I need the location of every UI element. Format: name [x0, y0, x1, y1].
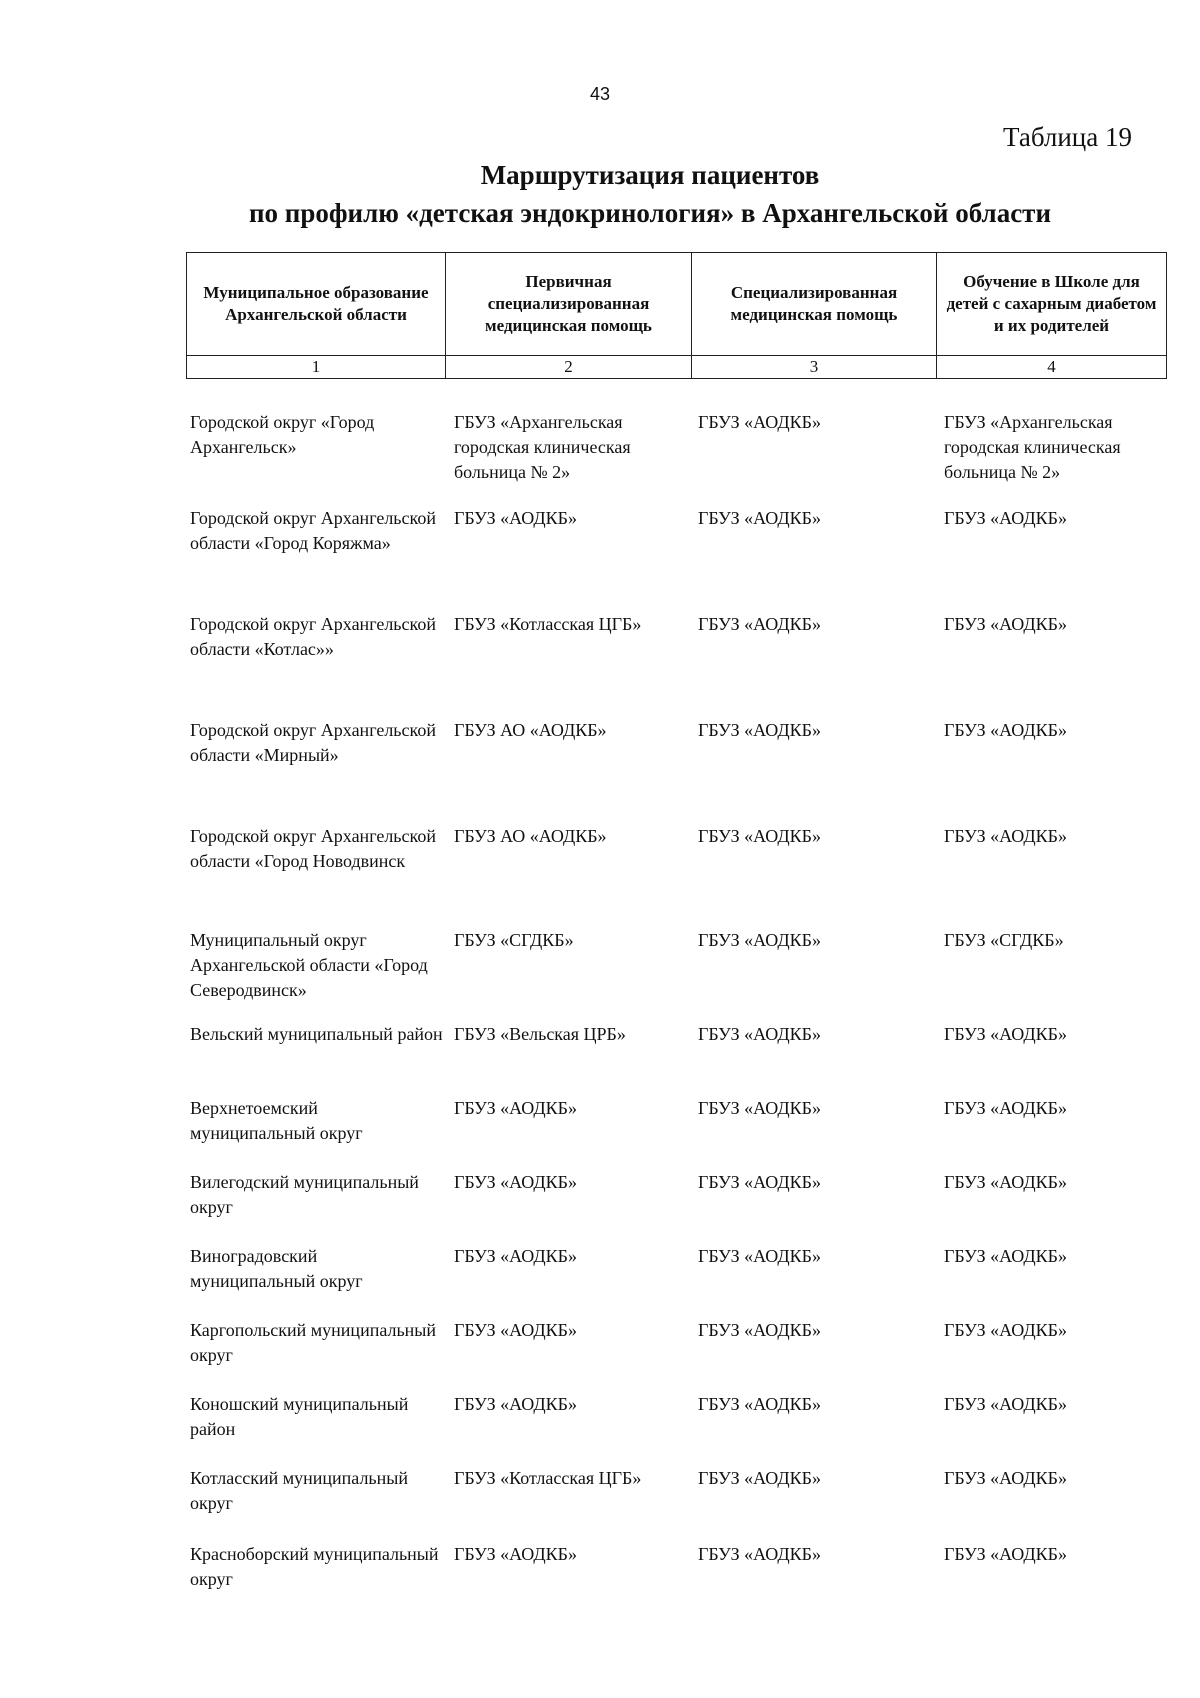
table-row — [190, 824, 1170, 928]
table-row — [190, 1096, 1170, 1170]
document-title — [150, 156, 1150, 232]
municipality-cell: Городской округ Архангельской области «Город Новодвинск — [190, 826, 436, 871]
column-number: 4 — [937, 356, 1167, 379]
diabetes-school-cell: ГБУЗ «СГДКБ» — [944, 930, 1064, 950]
specialized-care-cell: ГБУЗ «АОДКБ» — [698, 614, 821, 634]
primary-care-cell: ГБУЗ «АОДКБ» — [454, 1246, 577, 1266]
primary-care-cell: ГБУЗ «Котласская ЦГБ» — [454, 614, 642, 634]
table-label: Таблица 19 — [1003, 122, 1132, 152]
primary-care-cell: ГБУЗ «АОДКБ» — [454, 1172, 577, 1192]
specialized-care-cell: ГБУЗ «АОДКБ» — [698, 1172, 821, 1192]
primary-care-cell: ГБУЗ «АОДКБ» — [454, 508, 577, 528]
table-row — [190, 1318, 1170, 1392]
column-number: 1 — [187, 356, 446, 379]
page-number: 43 — [589, 84, 611, 104]
primary-care-cell: ГБУЗ АО «АОДКБ» — [454, 720, 607, 740]
column-number: 2 — [446, 356, 692, 379]
municipality-cell: Вилегодский муниципальный округ — [190, 1172, 419, 1217]
specialized-care-cell: ГБУЗ «АОДКБ» — [698, 508, 821, 528]
municipality-cell: Коношский муниципальный район — [190, 1394, 409, 1439]
municipality-cell: Верхнетоемский муниципальный округ — [190, 1098, 363, 1143]
table-row — [190, 1466, 1170, 1542]
title-line-1: Маршрутизация пациентов — [480, 160, 820, 190]
primary-care-cell: ГБУЗ «АОДКБ» — [454, 1320, 577, 1340]
municipality-cell: Городской округ Архангельской области «Город Коряжма» — [190, 508, 436, 553]
diabetes-school-cell: ГБУЗ «АОДКБ» — [944, 1394, 1067, 1414]
table-row — [190, 410, 1170, 506]
specialized-care-cell: ГБУЗ «АОДКБ» — [698, 720, 821, 740]
primary-care-cell: ГБУЗ «Вельская ЦРБ» — [454, 1024, 626, 1044]
municipality-cell: Котласский муниципальный округ — [190, 1468, 409, 1513]
primary-care-cell: ГБУЗ АО «АОДКБ» — [454, 826, 607, 846]
table-header — [186, 252, 1167, 379]
column-header-municipality: Муниципальное образование Архангельской области — [187, 253, 446, 356]
diabetes-school-cell: ГБУЗ «Архангельская городская клиническая больница № 2» — [944, 412, 1121, 482]
municipality-cell: Красноборский муниципальный округ — [190, 1544, 439, 1589]
diabetes-school-cell: ГБУЗ «АОДКБ» — [944, 1246, 1067, 1266]
municipality-cell: Городской округ «Город Архангельск» — [190, 412, 375, 457]
table-row — [190, 1542, 1170, 1602]
diabetes-school-cell: ГБУЗ «АОДКБ» — [944, 1172, 1067, 1192]
table-row — [190, 506, 1170, 612]
column-header-diabetes-school: Обучение в Школе для детей с сахарным диабетом и их родителей — [937, 253, 1167, 356]
specialized-care-cell: ГБУЗ «АОДКБ» — [698, 1394, 821, 1414]
primary-care-cell: ГБУЗ «АОДКБ» — [454, 1394, 577, 1414]
header-row — [187, 253, 1167, 356]
specialized-care-cell: ГБУЗ «АОДКБ» — [698, 1246, 821, 1266]
specialized-care-cell: ГБУЗ «АОДКБ» — [698, 1098, 821, 1118]
primary-care-cell: ГБУЗ «Архангельская городская клиническая больница № 2» — [454, 412, 631, 482]
specialized-care-cell: ГБУЗ «АОДКБ» — [698, 412, 821, 432]
specialized-care-cell: ГБУЗ «АОДКБ» — [698, 930, 821, 950]
diabetes-school-cell: ГБУЗ «АОДКБ» — [944, 1024, 1067, 1044]
column-number-row — [187, 356, 1167, 379]
diabetes-school-cell: ГБУЗ «АОДКБ» — [944, 1320, 1067, 1340]
municipality-cell: Городской округ Архангельской области «Котлас»» — [190, 614, 436, 659]
specialized-care-cell: ГБУЗ «АОДКБ» — [698, 1024, 821, 1044]
diabetes-school-cell: ГБУЗ «АОДКБ» — [944, 720, 1067, 740]
column-header-specialized-care: Специализированная медицинская помощь — [692, 253, 937, 356]
column-header-primary-care: Первичная специализированная медицинская помощь — [446, 253, 692, 356]
diabetes-school-cell: ГБУЗ «АОДКБ» — [944, 1544, 1067, 1564]
specialized-care-cell: ГБУЗ «АОДКБ» — [698, 1468, 821, 1488]
table-row — [190, 1170, 1170, 1244]
diabetes-school-cell: ГБУЗ «АОДКБ» — [944, 1468, 1067, 1488]
primary-care-cell: ГБУЗ «СГДКБ» — [454, 930, 574, 950]
municipality-cell: Каргопольский муниципальный округ — [190, 1320, 437, 1365]
specialized-care-cell: ГБУЗ «АОДКБ» — [698, 826, 821, 846]
municipality-cell: Вельский муниципальный район — [190, 1024, 443, 1044]
table-body — [190, 410, 1170, 1602]
table-row — [190, 1392, 1170, 1466]
table-row — [190, 928, 1170, 1022]
primary-care-cell: ГБУЗ «АОДКБ» — [454, 1098, 577, 1118]
diabetes-school-cell: ГБУЗ «АОДКБ» — [944, 1098, 1067, 1118]
diabetes-school-cell: ГБУЗ «АОДКБ» — [944, 826, 1067, 846]
diabetes-school-cell: ГБУЗ «АОДКБ» — [944, 614, 1067, 634]
municipality-cell: Городской округ Архангельской области «Мирный» — [190, 720, 436, 765]
primary-care-cell: ГБУЗ «Котласская ЦГБ» — [454, 1468, 642, 1488]
title-line-2: по профилю «детская эндокринология» в Архангельской области — [248, 198, 1052, 228]
column-number: 3 — [692, 356, 937, 379]
table-row — [190, 718, 1170, 824]
municipality-cell: Виноградовский муниципальный округ — [190, 1246, 363, 1291]
specialized-care-cell: ГБУЗ «АОДКБ» — [698, 1544, 821, 1564]
diabetes-school-cell: ГБУЗ «АОДКБ» — [944, 508, 1067, 528]
municipality-cell: Муниципальный округ Архангельской области «Город Северодвинск» — [190, 930, 428, 1000]
primary-care-cell: ГБУЗ «АОДКБ» — [454, 1544, 577, 1564]
table-row — [190, 1022, 1170, 1096]
table-row — [190, 612, 1170, 718]
specialized-care-cell: ГБУЗ «АОДКБ» — [698, 1320, 821, 1340]
table-row — [190, 1244, 1170, 1318]
